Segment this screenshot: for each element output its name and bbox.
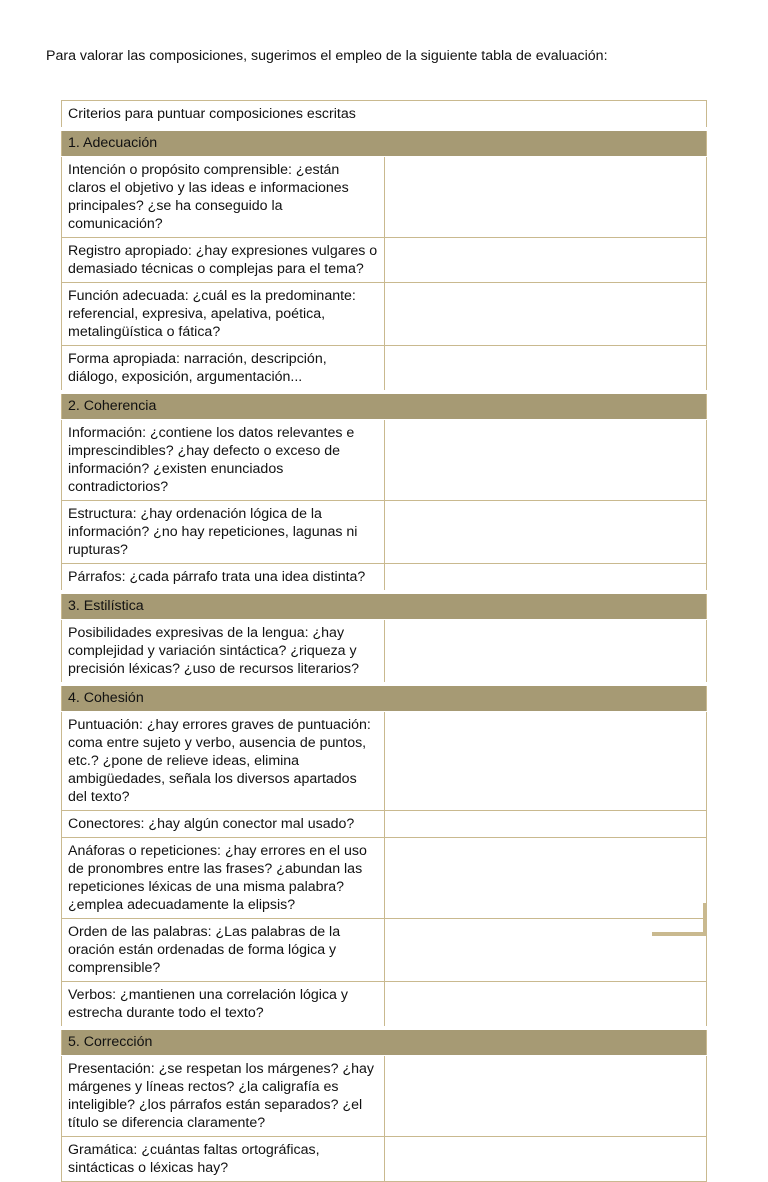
section-row (62, 684, 707, 712)
criterion-row (62, 501, 707, 564)
criterion-row (62, 1056, 707, 1137)
criterion-text: Posibilidades expresivas de la lengua: ¿hay complejidad y variación sintáctica? ¿riqueza y precisión léxicas? ¿uso de recursos literarios? (62, 620, 385, 685)
criterion-row (62, 620, 707, 685)
score-cell[interactable] (384, 564, 707, 593)
criterion-text: Puntuación: ¿hay errores graves de puntuación: coma entre sujeto y verbo, ausencia de puntos, etc.? ¿pone de relieve ideas, elimina ambigüedades, señala los diversos apartados del texto? (62, 712, 385, 811)
criterion-text: Párrafos: ¿cada párrafo trata una idea distinta? (62, 564, 385, 593)
criterion-text: Orden de las palabras: ¿Las palabras de la oración están ordenadas de forma lógica y comprensible? (62, 919, 385, 982)
section-row (62, 129, 707, 157)
score-cell[interactable] (384, 1137, 707, 1182)
criterion-row (62, 982, 707, 1029)
criterion-text: Información: ¿contiene los datos relevantes e imprescindibles? ¿hay defecto o exceso de información? ¿existen enunciados contradictorios? (62, 420, 385, 501)
criterion-text: Estructura: ¿hay ordenación lógica de la información? ¿no hay repeticiones, lagunas ni rupturas? (62, 501, 385, 564)
criterion-row (62, 346, 707, 393)
score-cell[interactable] (384, 620, 707, 685)
criterion-row (62, 420, 707, 501)
criterion-text: Registro apropiado: ¿hay expresiones vulgares o demasiado técnicas o complejas para el tema? (62, 238, 385, 283)
table-header-row (62, 101, 707, 130)
criterion-row (62, 838, 707, 919)
section-title: 1. Adecuación (62, 129, 707, 157)
criterion-text: Verbos: ¿mantienen una correlación lógica y estrecha durante todo el texto? (62, 982, 385, 1029)
score-cell[interactable] (384, 982, 707, 1029)
intro-text: Para valorar las composiciones, sugerimos el empleo de la siguiente tabla de evaluación: (46, 48, 608, 64)
section-row (62, 1028, 707, 1056)
score-cell[interactable] (384, 420, 707, 501)
score-cell[interactable] (384, 811, 707, 838)
score-cell[interactable] (384, 346, 707, 393)
criterion-row (62, 1137, 707, 1182)
section-title: 3. Estilística (62, 592, 707, 620)
score-cell[interactable] (384, 712, 707, 811)
table-header: Criterios para puntuar composiciones escritas (62, 101, 707, 130)
criterion-text: Conectores: ¿hay algún conector mal usado? (62, 811, 385, 838)
score-cell[interactable] (384, 501, 707, 564)
score-cell[interactable] (384, 157, 707, 238)
section-title: 2. Coherencia (62, 392, 707, 420)
section-row (62, 592, 707, 620)
section-row (62, 392, 707, 420)
section-title: 5. Corrección (62, 1028, 707, 1056)
criterion-text: Forma apropiada: narración, descripción, diálogo, exposición, argumentación... (62, 346, 385, 393)
criterion-text: Presentación: ¿se respetan los márgenes? ¿hay márgenes y líneas rectos? ¿la caligrafía es inteligible? ¿los párrafos están separados? ¿el título se diferencia claramente? (62, 1056, 385, 1137)
criterion-row (62, 919, 707, 982)
criterion-text: Función adecuada: ¿cuál es la predominante: referencial, expresiva, apelativa, poética, metalingüística o fática? (62, 283, 385, 346)
criterion-text: Gramática: ¿cuántas faltas ortográficas, sintácticas o léxicas hay? (62, 1137, 385, 1182)
score-cell[interactable] (384, 238, 707, 283)
criterion-row (62, 564, 707, 593)
criterion-text: Intención o propósito comprensible: ¿están claros el objetivo y las ideas e informaciones principales? ¿se ha conseguido la comunicación? (62, 157, 385, 238)
score-box-shadow (652, 903, 707, 936)
evaluation-table (61, 100, 707, 1182)
score-cell[interactable] (384, 1056, 707, 1137)
criterion-row (62, 157, 707, 238)
criterion-text: Anáforas o repeticiones: ¿hay errores en el uso de pronombres entre las frases? ¿abundan las repeticiones léxicas de una misma palabra? ¿emplea adecuadamente la elipsis? (62, 838, 385, 919)
criterion-row (62, 283, 707, 346)
score-cell[interactable] (384, 283, 707, 346)
criterion-row (62, 238, 707, 283)
section-title: 4. Cohesión (62, 684, 707, 712)
criterion-row (62, 811, 707, 838)
criterion-row (62, 712, 707, 811)
